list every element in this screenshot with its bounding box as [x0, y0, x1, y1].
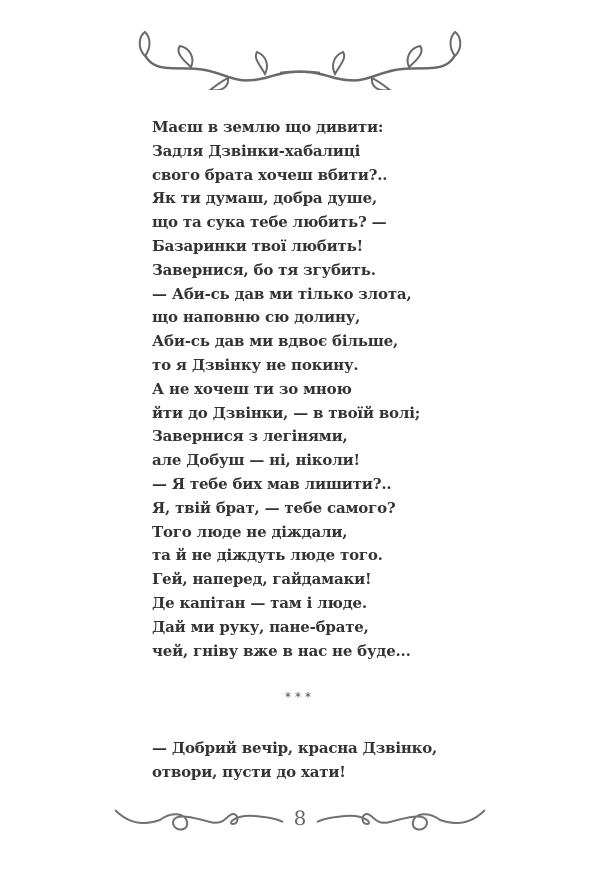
- verse-block-2: [152, 737, 437, 785]
- verse-line: що наповню сю долину,: [152, 308, 361, 327]
- verse-line: Аби-сь дав ми вдвоє більше,: [152, 332, 398, 351]
- verse-line: Дай ми руку, пане-брате,: [152, 617, 369, 636]
- verse-line: А не хочеш ти зо мною: [152, 379, 352, 398]
- verse-block-1: [152, 116, 420, 663]
- verse-line: Я, твій брат, — тебе самого?: [152, 498, 396, 517]
- verse-line: чей, гніву вже в нас не буде...: [152, 641, 411, 660]
- verse-line: Завернися з легінями,: [152, 427, 348, 446]
- verse-line: — Аби-сь дав ми тілько злота,: [152, 284, 412, 303]
- verse-line: що та сука тебе любить? —: [152, 213, 387, 232]
- verse-line: отвори, пусти до хати!: [152, 762, 346, 781]
- verse-line: та й не діждуть люде того.: [152, 546, 383, 565]
- page-number: 8: [293, 806, 307, 830]
- verse-line: Маєш в землю що дивити:: [152, 118, 384, 136]
- verse-line: — Я тебе бих мав лишити?..: [152, 474, 392, 493]
- verse-line: йти до Дзвінки, — в твоїй волі;: [152, 403, 421, 422]
- vine-ornament-top: [135, 30, 465, 90]
- verse-line: свого брата хочеш вбити?..: [152, 165, 388, 184]
- verse-line: але Добуш — ні, ніколи!: [152, 451, 360, 470]
- verse-line: Як ти думаш, добра душе,: [152, 189, 377, 208]
- verse-line: Завернися, бо тя згубить.: [152, 260, 376, 279]
- verse-line: Задля Дзвінки-хабалиці: [152, 141, 361, 160]
- verse-line: Базаринки твої любить!: [152, 236, 363, 255]
- verse-line: — Добрий вечір, красна Дзвінко,: [152, 739, 438, 757]
- verse-line: то я Дзвінку не покину.: [152, 355, 359, 374]
- verse-line: Де капітан — там і люде.: [152, 593, 367, 612]
- verse-line: Гей, наперед, гайдамаки!: [152, 570, 372, 589]
- section-separator: ***: [285, 690, 315, 704]
- verse-line: Того люде не діждали,: [152, 522, 348, 541]
